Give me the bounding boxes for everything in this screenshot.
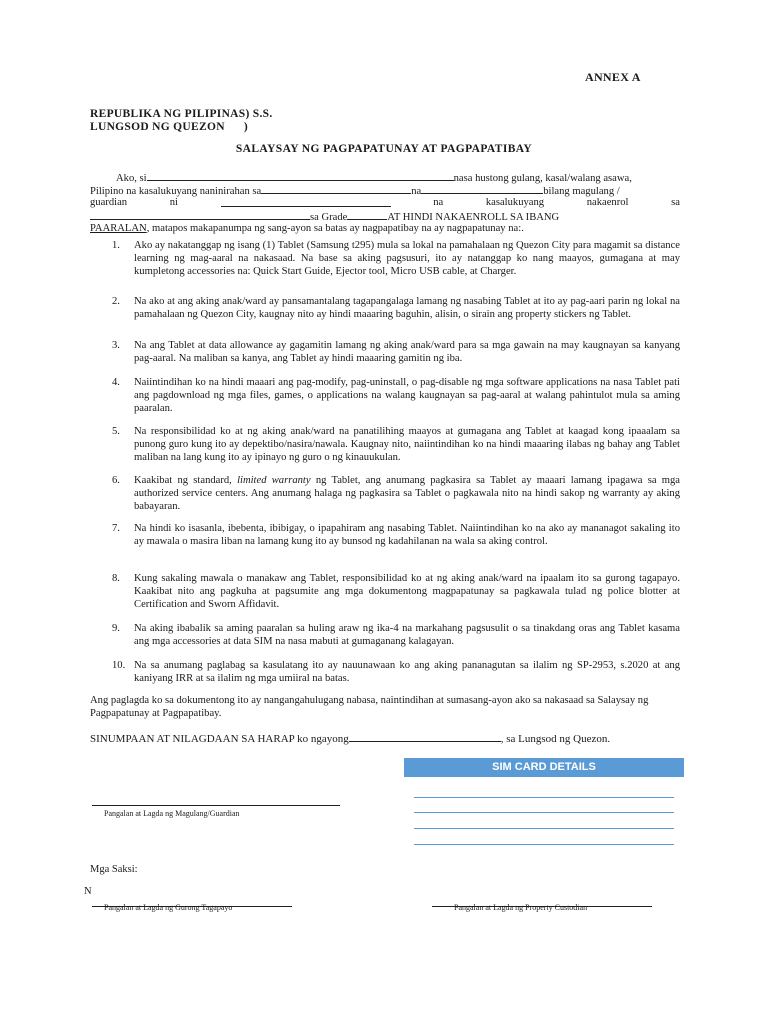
sim-detail-line-4[interactable] bbox=[414, 844, 674, 845]
intro-na-2: na bbox=[433, 197, 444, 208]
list-item-9 bbox=[90, 623, 680, 649]
intro-pilipino: Pilipino na kasalukuyang naninirahan sa bbox=[90, 186, 262, 197]
list-item-4 bbox=[90, 377, 680, 415]
item-number: 2. bbox=[112, 296, 120, 307]
list-item-1 bbox=[90, 240, 680, 278]
sim-card-header: SIM CARD DETAILS bbox=[404, 758, 684, 777]
item-text: Ako ay nakatanggap ng isang (1) Tablet (Samsung t295) mula sa lokal na pamahalaan ng Quezon City para magamit sa distance learning ng mag-aaral na nakasaad. Na base sa aking pagsusuri, ito ay natanggap ko nang maayos, gumagana at may kumpletong accessories na: Quick Start Guide, Ejector tool, Micro USB cable, at Charger. bbox=[134, 240, 680, 277]
item-number: 10. bbox=[112, 660, 126, 671]
student-blank[interactable] bbox=[221, 196, 391, 207]
item-number: 3. bbox=[112, 340, 120, 351]
intro-kasalukuyang: kasalukuyang bbox=[485, 197, 545, 208]
item-text: Na responsibilidad ko at ng aking anak/ward na panatilihing maayos at gumagana ang Tablet at kaagad kong ipaaalam sa punong guro kung ito ay depektibo/nasira/nawala. Kaugnay nito, naiintindihan ko na hindi maaaring ilabas ng bahay ang Tablet maliban na lang kung ito ay ipinayo ng guro o ng kinauukulan. bbox=[134, 426, 680, 463]
date-blank[interactable] bbox=[349, 731, 501, 742]
list-item-7 bbox=[90, 523, 680, 549]
item-6-post: ng Tablet, ang anumang pagkasira sa Tablet ay maaari lamang ipagawa sa mga authorized service centers. Ang anumang halaga ng pagkasira sa Tablet o pagkawala nito na hindi sakop ng warranty ay aking babayaran. bbox=[134, 475, 681, 512]
item-text: Na hindi ko isasanla, ibebenta, ibibigay, o ipapahiram ang nasabing Tablet. Naiintindihan ko na ako ay mananagot sakaling ito ay mawala o masira liban na lamang kung ito ay bunsod ng kadahilanan na wala sa aking control. bbox=[134, 523, 680, 547]
intro-bilang: bilang magulang / bbox=[543, 186, 620, 197]
name-blank[interactable] bbox=[147, 170, 454, 181]
item-number: 5. bbox=[112, 426, 120, 437]
guardian-signature-label: Pangalan at Lagda ng Magulang/Guardian bbox=[104, 809, 240, 818]
item-text: Na aking ibabalik sa aming paaralan sa huling araw ng ika-4 na markahang pagsusulit o sa tinakdang oras ang Tablet kasama ang mga accessories at data SIM na nasa mabuti at gumaganang kalagayan. bbox=[134, 623, 680, 647]
item-text: Na ako at ang aking anak/ward ay pansamantalang tagapangalaga lamang ng nasabing Tablet at ito ay pag-aari parin ng lokal na pamahalaan ng Quezon City, kaugnay nito ay hindi maaaring baguhin, alisin, o sirain ang property stickers ng Tablet. bbox=[134, 296, 680, 320]
intro-sa: sa bbox=[671, 197, 680, 208]
item-number: 1. bbox=[112, 240, 120, 251]
address-blank-2[interactable] bbox=[421, 183, 543, 194]
intro-line-5 bbox=[90, 222, 680, 235]
guardian-signature-line[interactable] bbox=[92, 805, 340, 806]
annex-label: ANNEX A bbox=[585, 70, 641, 84]
intro-ni: ni bbox=[169, 197, 178, 208]
intro-sagrade: sa Grade bbox=[310, 212, 348, 223]
address-blank[interactable] bbox=[261, 183, 411, 194]
school-blank[interactable] bbox=[90, 209, 310, 220]
intro-paaralan: PAARALAN bbox=[90, 223, 147, 234]
item-number: 9. bbox=[112, 623, 120, 634]
sim-detail-line-1[interactable] bbox=[414, 797, 674, 798]
witnesses-label: Mga Saksi: bbox=[90, 864, 138, 875]
intro-hindi: AT HINDI NAKAENROLL SA IBANG bbox=[387, 212, 560, 223]
grade-blank[interactable] bbox=[347, 209, 387, 220]
closing-paragraph: Ang paglagda ko sa dokumentong ito ay nangangahulugang nabasa, naintindihan at sumasang-ayon ako sa nakasaad sa Salaysay ng Pagpapatunay at Pagpapatibay. bbox=[90, 695, 649, 719]
item-text: Kung sakaling mawala o manakaw ang Tablet, responsibilidad ko at ng aking anak/ward na ipaalam ito sa gurong tagapayo. Kaakibat nito ang pagkuha at pagsumite ang mga dokumentong magpapatunay sa pagkawala tulad ng police blotter at Certification and Sworn Affidavit. bbox=[134, 573, 680, 610]
item-number: 8. bbox=[112, 573, 120, 584]
item-number: 6. bbox=[112, 475, 120, 486]
sworn-line bbox=[90, 731, 680, 746]
item-6-italic: limited warranty bbox=[237, 475, 311, 486]
sworn-post: , sa Lungsod ng Quezon. bbox=[500, 733, 611, 745]
intro-ako: Ako, si bbox=[116, 173, 147, 184]
intro-paaralan-rest: , matapos makapanumpa ng sang-ayon sa batas ay nagpapatibay na ay nagpapatunay na:. bbox=[146, 223, 524, 234]
list-item-6 bbox=[90, 475, 680, 513]
list-item-5 bbox=[90, 426, 680, 464]
intro-nasa: nasa hustong gulang, kasal/walang asawa, bbox=[453, 173, 632, 184]
intro-line-3 bbox=[90, 196, 680, 209]
intro-na: na bbox=[411, 186, 422, 197]
sim-detail-line-3[interactable] bbox=[414, 828, 674, 829]
item-number: 4. bbox=[112, 377, 120, 388]
list-item-8 bbox=[90, 573, 680, 611]
item-number: 7. bbox=[112, 523, 120, 534]
list-item-2 bbox=[90, 296, 680, 322]
item-6-pre: Kaakibat ng standard, bbox=[134, 475, 238, 486]
item-text: Na sa anumang paglabag sa kasulatang ito ay nauunawaan ko ang aking pananagutan sa ilalim ng SP-2953, s.2020 at ang kaniyang IRR at sa ilalim ng mga umiiral na batas. bbox=[134, 660, 680, 684]
item-text: Naiintindihan ko na hindi maaari ang pag-modify, pag-uninstall, o pag-disable ng mga software applications na nasa Tablet pati ang pagdownload ng mga files, games, o applications na walang kaugnayan sa pag-aaral at walang pahintulot mula sa aming paaralan. bbox=[134, 377, 680, 414]
list-item-3 bbox=[90, 340, 680, 366]
item-text: Na ang Tablet at data allowance ay gagamitin lamang ng aking anak/ward para sa mga gawain na may kaugnayan sa kanyang pag-aaral. Na maliban sa kanya, ang Tablet ay hindi maaaring gamitin ng iba. bbox=[134, 340, 680, 364]
sworn-pre: SINUMPAAN AT NILAGDAAN SA HARAP ko ngayong bbox=[90, 733, 349, 745]
sim-detail-line-2[interactable] bbox=[414, 812, 674, 813]
adviser-signature-label: Pangalan at Lagda ng Gurong Tagapayo bbox=[104, 903, 233, 912]
document-title: SALAYSAY NG PAGPAPATUNAY AT PAGPAPATIBAY bbox=[235, 143, 533, 155]
custodian-signature-label: Pangalan at Lagda ng Property Custodian bbox=[454, 903, 588, 912]
intro-guardian: guardian bbox=[90, 197, 128, 208]
header-republic: REPUBLIKA NG PILIPINAS) S.S. bbox=[90, 108, 273, 120]
intro-nakaenrol: nakaenrol bbox=[586, 197, 629, 208]
item-text bbox=[134, 475, 680, 513]
list-item-10 bbox=[90, 660, 680, 686]
n-mark: N bbox=[84, 886, 92, 897]
header-city: LUNGSOD NG QUEZON ) bbox=[90, 121, 248, 133]
